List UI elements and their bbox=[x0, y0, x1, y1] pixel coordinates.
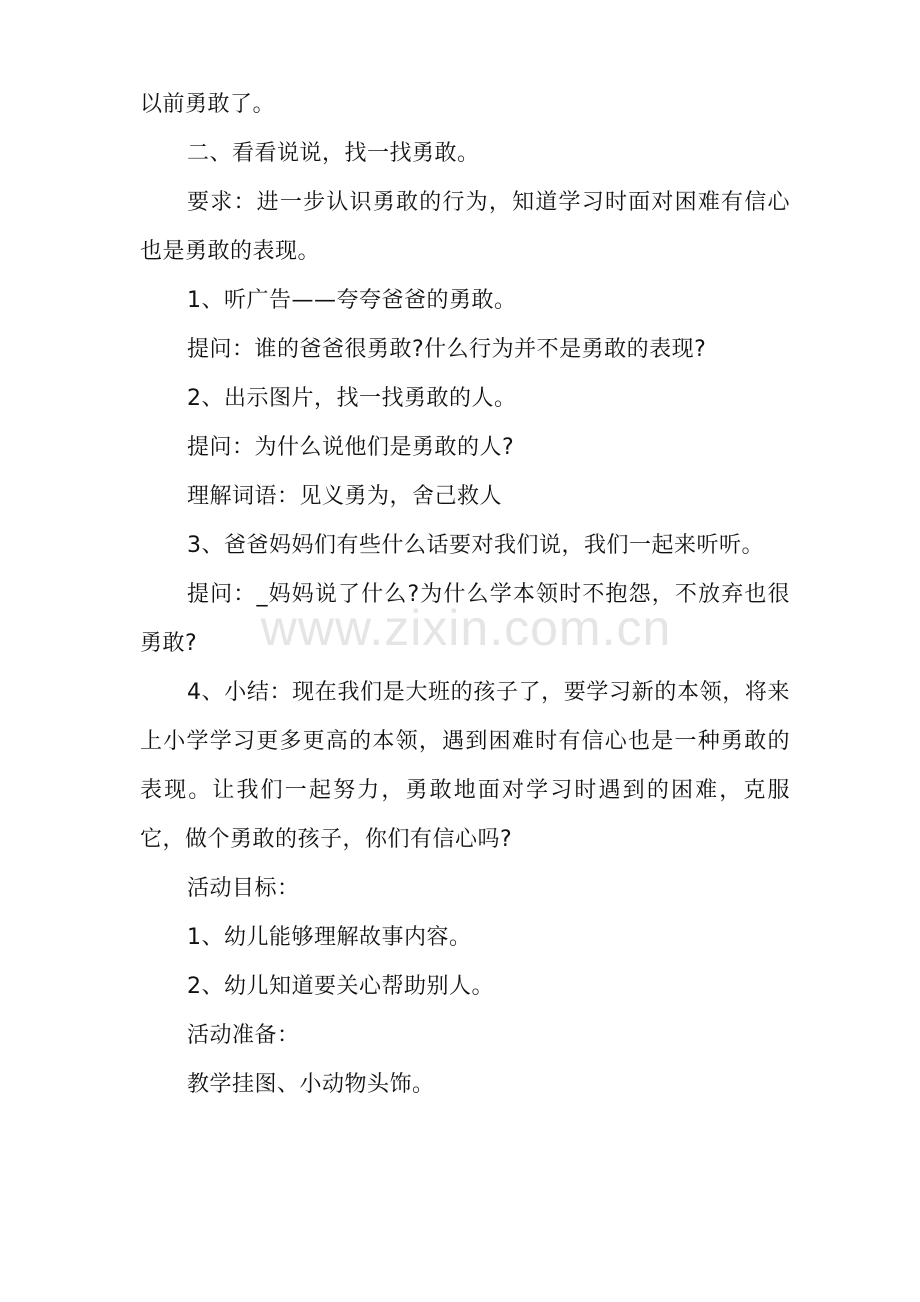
paragraph-12: 1、幼儿能够理解故事内容。 bbox=[187, 925, 472, 950]
paragraph-2: 要求：进一步认识勇敢的行为，知道学习时面对困难有信心也是勇敢的表现。 bbox=[140, 190, 790, 264]
paragraph-14: 活动准备： bbox=[187, 1023, 300, 1048]
paragraph-13: 2、幼儿知道要关心帮助别人。 bbox=[187, 974, 494, 999]
paragraph-9: 提问：_妈妈说了什么?为什么学本领时不抱怨，不放弃也很勇敢? bbox=[140, 582, 790, 656]
paragraph-1: 二、看看说说，找一找勇敢。 bbox=[187, 141, 480, 166]
watermark: www.zixin.com.cn bbox=[260, 600, 672, 656]
paragraph-5: 2、出示图片，找一找勇敢的人。 bbox=[187, 386, 517, 411]
paragraph-7: 理解词语：见义勇为，舍己救人 bbox=[187, 484, 503, 509]
paragraph-11: 活动目标： bbox=[187, 876, 300, 901]
paragraph-8: 3、爸爸妈妈们有些什么话要对我们说，我们一起来听听。 bbox=[187, 533, 764, 558]
document-body bbox=[140, 80, 790, 1109]
paragraph-0: 以前勇敢了。 bbox=[140, 92, 276, 117]
paragraph-15: 教学挂图、小动物头饰。 bbox=[187, 1072, 435, 1097]
paragraph-6: 提问：为什么说他们是勇敢的人? bbox=[187, 435, 515, 460]
paragraph-3: 1、听广告——夸夸爸爸的勇敢。 bbox=[187, 288, 517, 313]
paragraph-10: 4、小结：现在我们是大班的孩子了，要学习新的本领，将来上小学学习更多更高的本领，遇到困难时有信心也是一种勇敢的表现。让我们一起努力，勇敢地面对学习时遇到的困难，克服它，做个勇敢的孩子，你们有信心吗? bbox=[140, 680, 790, 852]
paragraph-4: 提问：谁的爸爸很勇敢?什么行为并不是勇敢的表现? bbox=[187, 337, 707, 362]
